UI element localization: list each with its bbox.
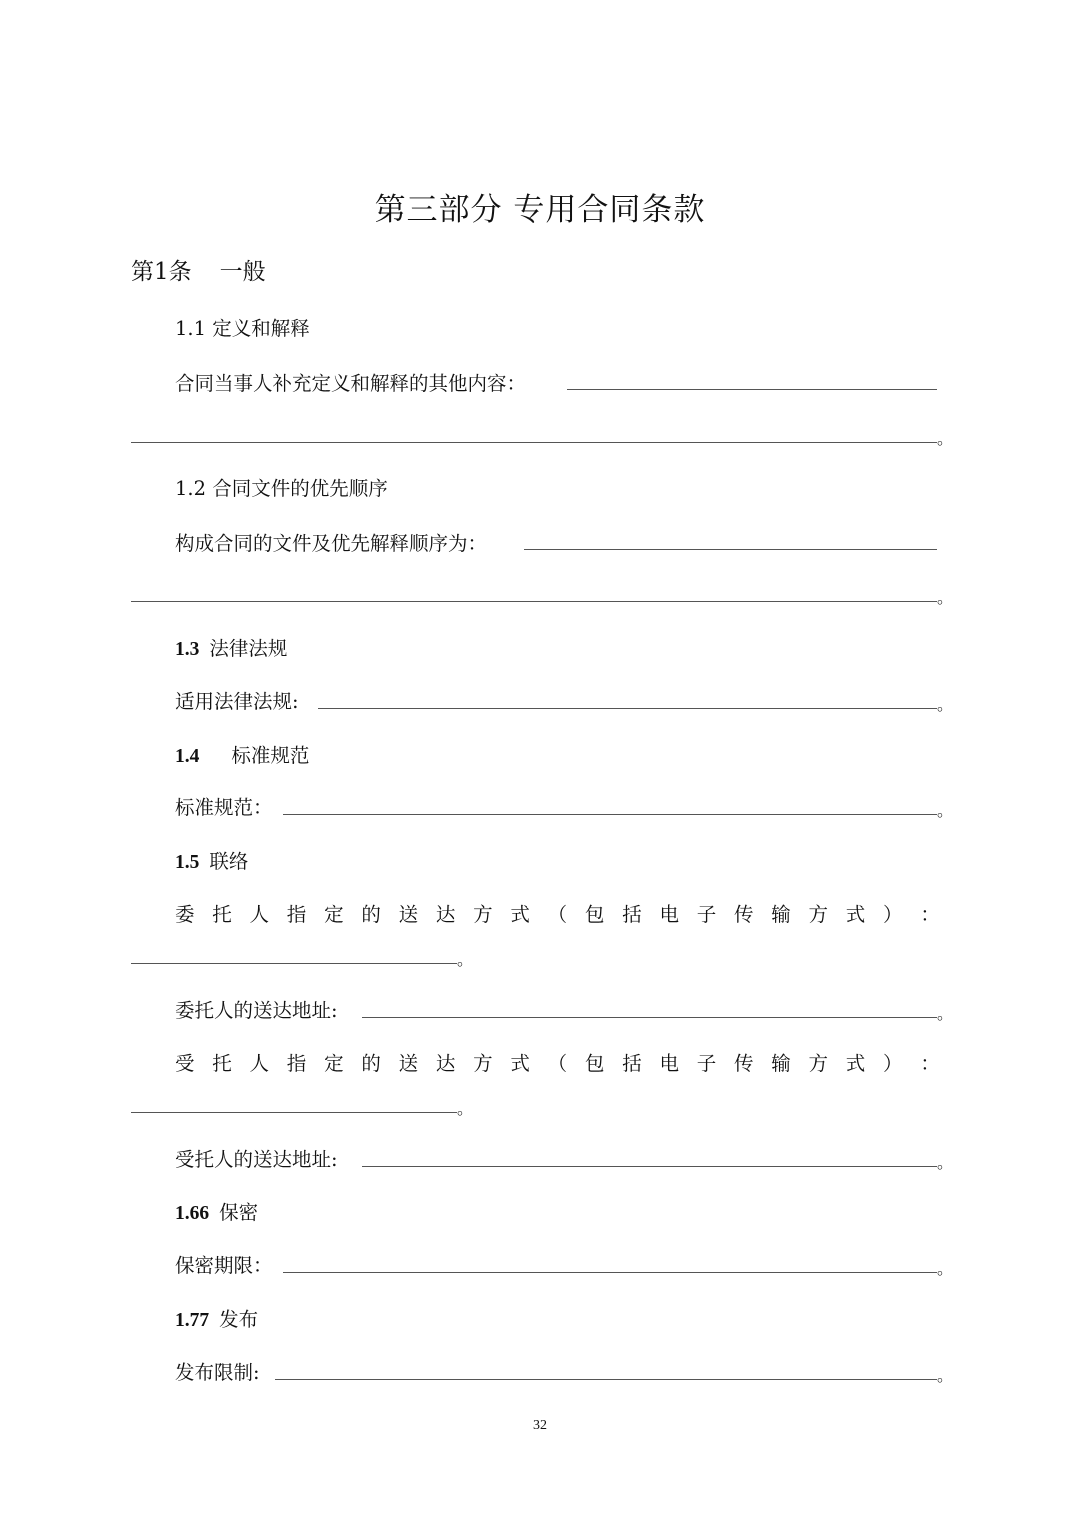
period-mark: 。 bbox=[937, 588, 954, 607]
char: 式 bbox=[845, 903, 866, 926]
section-1-3-number: 1.3 bbox=[175, 639, 200, 660]
section-1-66-blank[interactable] bbox=[283, 1272, 937, 1273]
char: 输 bbox=[771, 1052, 791, 1075]
period-mark: 。 bbox=[937, 1366, 954, 1385]
section-1-4-heading bbox=[175, 740, 309, 768]
char: 传 bbox=[733, 1052, 754, 1075]
client-address-prompt: 委托人的送达地址: bbox=[175, 999, 338, 1022]
section-1-3-heading bbox=[175, 633, 287, 661]
section-1-5-number: 1.5 bbox=[175, 852, 200, 873]
section-1-1-blank-1[interactable] bbox=[567, 389, 937, 390]
char: 方 bbox=[808, 903, 829, 926]
char: ） bbox=[883, 903, 903, 926]
section-1-77-blank[interactable] bbox=[275, 1379, 937, 1380]
section-1-2-heading: 1.2 合同文件的优先顺序 bbox=[175, 477, 388, 500]
char: 托 bbox=[212, 903, 232, 926]
char: ： bbox=[920, 903, 940, 926]
section-1-1-blank-2[interactable] bbox=[131, 442, 937, 443]
section-1-77-number: 1.77 bbox=[175, 1310, 210, 1331]
trustee-delivery-method-blank[interactable] bbox=[131, 1112, 457, 1113]
trustee-address-prompt: 受托人的送达地址: bbox=[175, 1148, 338, 1171]
char: 定 bbox=[324, 903, 344, 926]
char: 方 bbox=[808, 1052, 829, 1075]
page-title: 第三部分 专用合同条款 bbox=[374, 192, 706, 228]
period-mark: 。 bbox=[937, 1259, 954, 1278]
period-mark: 。 bbox=[457, 950, 474, 969]
char: 送 bbox=[398, 903, 419, 926]
char: ： bbox=[920, 1052, 940, 1075]
period-mark: 。 bbox=[937, 801, 954, 820]
char: 委 bbox=[175, 903, 195, 926]
char: 括 bbox=[622, 1052, 642, 1075]
char: 的 bbox=[361, 1052, 381, 1075]
section-1-66-name: 保密 bbox=[219, 1201, 259, 1224]
article-heading bbox=[131, 253, 266, 286]
char: 式 bbox=[510, 903, 530, 926]
section-1-2-blank-1[interactable] bbox=[524, 549, 937, 550]
section-1-66-heading bbox=[175, 1197, 258, 1225]
char: 包 bbox=[584, 903, 605, 926]
char: 指 bbox=[286, 1052, 307, 1075]
section-1-3-blank[interactable] bbox=[318, 708, 937, 709]
section-1-3-name: 法律法规 bbox=[209, 637, 288, 660]
client-delivery-method-label bbox=[175, 899, 940, 927]
section-1-66-prompt: 保密期限： bbox=[175, 1254, 273, 1277]
char: 电 bbox=[659, 903, 679, 926]
section-1-66-number: 1.66 bbox=[175, 1203, 210, 1224]
char: 子 bbox=[696, 903, 717, 926]
section-1-77-name: 发布 bbox=[219, 1308, 259, 1331]
char: （ bbox=[547, 1052, 568, 1075]
client-address-blank[interactable] bbox=[362, 1017, 937, 1018]
char: 送 bbox=[398, 1052, 419, 1075]
char: 输 bbox=[771, 903, 791, 926]
section-1-1-prompt: 合同当事人补充定义和解释的其他内容： bbox=[175, 372, 527, 395]
section-1-2-prompt: 构成合同的文件及优先解释顺序为： bbox=[175, 532, 488, 555]
trustee-delivery-method-label bbox=[175, 1048, 940, 1076]
section-1-2-blank-2[interactable] bbox=[131, 601, 937, 602]
period-mark: 。 bbox=[457, 1099, 474, 1118]
char: 定 bbox=[324, 1052, 344, 1075]
char: 人 bbox=[249, 1052, 270, 1075]
client-delivery-method-blank[interactable] bbox=[131, 963, 457, 964]
char: 括 bbox=[622, 903, 642, 926]
section-1-4-number: 1.4 bbox=[175, 746, 200, 767]
char: ） bbox=[883, 1052, 903, 1075]
page-number: 32 bbox=[533, 1418, 547, 1433]
period-mark: 。 bbox=[937, 429, 954, 448]
char: 达 bbox=[435, 1052, 456, 1075]
section-1-4-name: 标准规范 bbox=[231, 744, 310, 767]
char: 电 bbox=[659, 1052, 679, 1075]
section-1-5-heading bbox=[175, 846, 248, 874]
section-1-5-name: 联络 bbox=[209, 850, 249, 873]
section-1-77-prompt: 发布限制: bbox=[175, 1361, 260, 1384]
char: 式 bbox=[510, 1052, 530, 1075]
char: 子 bbox=[696, 1052, 717, 1075]
section-1-1-heading: 1.1 定义和解释 bbox=[175, 317, 310, 340]
char: 指 bbox=[286, 903, 307, 926]
char: 方 bbox=[473, 1052, 493, 1075]
section-1-4-blank[interactable] bbox=[283, 814, 937, 815]
char: 传 bbox=[733, 903, 754, 926]
section-1-4-prompt: 标准规范： bbox=[175, 796, 273, 819]
char: 托 bbox=[212, 1052, 232, 1075]
char: （ bbox=[547, 903, 568, 926]
char: 的 bbox=[361, 903, 381, 926]
char: 受 bbox=[175, 1052, 195, 1075]
article-number: 第1条 bbox=[131, 259, 192, 285]
section-1-3-prompt: 适用法律法规: bbox=[175, 690, 299, 713]
period-mark: 。 bbox=[937, 695, 954, 714]
period-mark: 。 bbox=[937, 1153, 954, 1172]
char: 人 bbox=[249, 903, 270, 926]
section-1-77-heading bbox=[175, 1304, 258, 1332]
article-name: 一般 bbox=[219, 259, 266, 285]
char: 式 bbox=[845, 1052, 866, 1075]
char: 包 bbox=[584, 1052, 605, 1075]
trustee-address-blank[interactable] bbox=[362, 1166, 937, 1167]
char: 方 bbox=[473, 903, 493, 926]
char: 达 bbox=[435, 903, 456, 926]
period-mark: 。 bbox=[937, 1004, 954, 1023]
